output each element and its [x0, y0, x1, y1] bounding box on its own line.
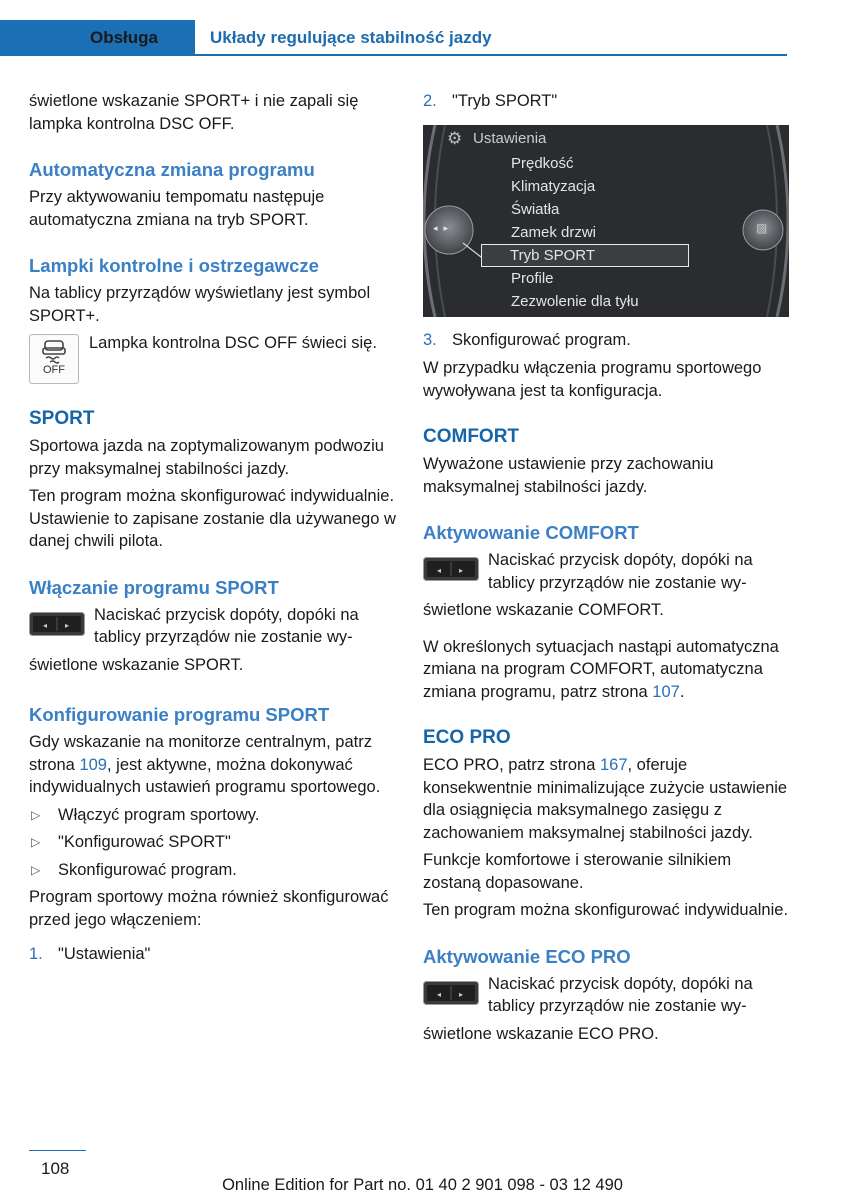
heading-eco-pro: ECO PRO [423, 727, 511, 748]
list-item-text: "Konfigurować SPORT" [58, 833, 231, 851]
right-column [423, 90, 791, 1050]
paragraph: Na tablicy przyrządów wyświetlany jest symbol SPORT+. [29, 284, 371, 325]
rocker-button-icon [29, 612, 85, 643]
page-link-109[interactable]: 109 [79, 755, 107, 774]
footer-rule [29, 1150, 86, 1151]
paragraph: Funkcje komfortowe i sterowanie silnikiem zostaną dopasowane. [423, 851, 732, 892]
heading-sport-on: Włączanie programu SPORT [29, 576, 279, 598]
list-item-text: Włączyć program sportowy. [58, 805, 260, 824]
rocker-button-icon [423, 557, 479, 588]
paragraph: Program sportowy można również skonfigurować przed jego włączeniem: [29, 888, 389, 929]
triangle-bullet-icon: ▷ [31, 807, 41, 822]
svg-text:▸: ▸ [65, 620, 70, 630]
list-item-text: Skonfigurować program. [58, 860, 237, 879]
paragraph: Sportowa jazda na zoptymalizowanym podwoziu przy maksymalnej stabilności jazdy. [29, 437, 384, 478]
dsc-off-row [29, 332, 397, 384]
heading-auto-change: Automatyczna zmiana programu [29, 159, 315, 180]
text: . [679, 682, 685, 701]
step-text: "Ustawienia" [58, 945, 151, 963]
menu-item[interactable]: Profile [511, 269, 554, 287]
svg-text:◂: ◂ [43, 620, 48, 630]
svg-text:▸: ▸ [459, 989, 464, 999]
paragraph: świetlone wskazanie SPORT+ i nie zapali się lampka kontrolna DSC OFF. [29, 92, 359, 133]
svg-text:▸: ▸ [459, 566, 464, 575]
list-item [29, 804, 397, 827]
left-column [29, 90, 397, 972]
sport-on-text-cont: świetlone wskazanie SPORT. [29, 655, 244, 674]
step-text: Skonfigurować program. [452, 330, 631, 349]
menu-item[interactable]: Zamek drzwi [511, 223, 597, 241]
step-2 [423, 90, 791, 113]
page-link-167[interactable]: 167 [599, 756, 628, 774]
bullet-list [29, 804, 397, 882]
step-number: 1. [29, 945, 43, 963]
heading-eco-pro-on: Aktywowanie ECO PRO [423, 945, 631, 967]
paragraph: W przypadku włączenia programu sportowego wywoływana jest ta konfiguracja. [423, 359, 762, 400]
screen-menu [511, 152, 781, 313]
dsc-off-icon [29, 334, 79, 384]
online-edition-note: Online Edition for Part no. 01 40 2 901 098 - 03 12 490 [222, 1176, 623, 1194]
step-3 [423, 329, 791, 352]
step-1 [29, 943, 397, 966]
paragraph: Wyważone ustawienie przy zachowaniu maksymalnej stabilności jazdy. [423, 455, 714, 496]
heading-comfort: COMFORT [423, 426, 520, 447]
eco-pro-on-text-cont: świetlone wskazanie ECO PRO. [423, 1024, 659, 1043]
menu-item-selected[interactable]: Tryb SPORT [481, 244, 689, 267]
page-link-107[interactable]: 107 [652, 682, 680, 701]
step-number: 2. [423, 92, 437, 110]
comfort-on-row [423, 549, 791, 599]
menu-item[interactable]: Prędkość [511, 154, 574, 172]
sport-on-row [29, 604, 397, 654]
dsc-off-icon-label: OFF [43, 364, 65, 376]
heading-configure-sport: Konfigurowanie programu SPORT [29, 704, 330, 725]
comfort-on-text: Naciskać przycisk dopóty, dopóki na tablicy przyrządów nie zostanie wy- [488, 551, 753, 592]
step-number: 3. [423, 330, 437, 349]
header-rule [195, 54, 787, 56]
page-number: 108 [41, 1159, 70, 1178]
list-item [29, 831, 397, 854]
list-item [29, 859, 397, 882]
triangle-bullet-icon: ▷ [31, 835, 41, 849]
knob-right-symbol-icon: ▨ [756, 220, 768, 235]
knob-left-arrows-icon: ◂▸ [433, 222, 455, 233]
dsc-off-text: Lampka kontrolna DSC OFF świeci się. [89, 334, 377, 352]
sport-on-text: Naciskać przycisk dopóty, dopóki na tablicy przyrządów nie zostanie wy- [94, 605, 359, 646]
svg-text:◂: ◂ [437, 989, 442, 999]
paragraph [29, 731, 397, 799]
text: ECO PRO, patrz strona [423, 756, 600, 774]
triangle-bullet-icon: ▷ [31, 862, 41, 877]
eco-pro-on-row [423, 973, 791, 1023]
text: , jest aktywne, można dokonywać indywidualnych ustawień programu sportowego. [29, 755, 381, 796]
paragraph: Ten program można skonfigurować indywidualnie. [423, 901, 789, 919]
header-section: Obsługa [90, 28, 159, 47]
paragraph [423, 636, 791, 704]
heading-sport: SPORT [29, 408, 95, 429]
paragraph: Przy aktywowaniu tempomatu następuje automatyczna zmiana na tryb SPORT. [29, 188, 325, 229]
heading-comfort-on: Aktywowanie COMFORT [423, 522, 639, 543]
header-title: Układy regulujące stabilność jazdy [210, 28, 492, 47]
step-text: "Tryb SPORT" [452, 92, 558, 110]
menu-item[interactable]: Światła [511, 200, 560, 218]
svg-text:◂: ◂ [437, 566, 442, 575]
text: Gdy wskazanie na monitorze centralnym, patrz strona [29, 733, 372, 774]
text: W określonych sytuacjach nastąpi automatyczna zmiana na program COMFORT, automatyczna zmiana programu, patrz strona [423, 637, 779, 701]
screen-title: Ustawienia [473, 129, 547, 147]
menu-item[interactable]: Zezwolenie dla tyłu [511, 292, 639, 310]
paragraph: Ten program można skonfigurować indywidualnie. Ustawienie to zapisane zostanie dla używanego w danej chwili pilota. [29, 487, 396, 550]
idrive-screen [423, 125, 789, 317]
settings-gear-icon: ⚙ [447, 128, 463, 148]
menu-item[interactable]: Klimatyzacja [511, 177, 596, 195]
rocker-button-icon [423, 981, 479, 1012]
eco-pro-on-text: Naciskać przycisk dopóty, dopóki na tablicy przyrządów nie zostanie wy- [488, 974, 753, 1015]
heading-warning-lamps: Lampki kontrolne i ostrzegawcze [29, 255, 319, 276]
paragraph [423, 754, 791, 844]
text: , oferuje konsekwentnie minimalizujące zużycie ustawienie dla osiągnięcia maksymalnego zasięgu z zachowaniem maksymalnej stabilności jazdy. [423, 756, 788, 842]
comfort-on-text-cont: świetlone wskazanie COMFORT. [423, 601, 664, 619]
